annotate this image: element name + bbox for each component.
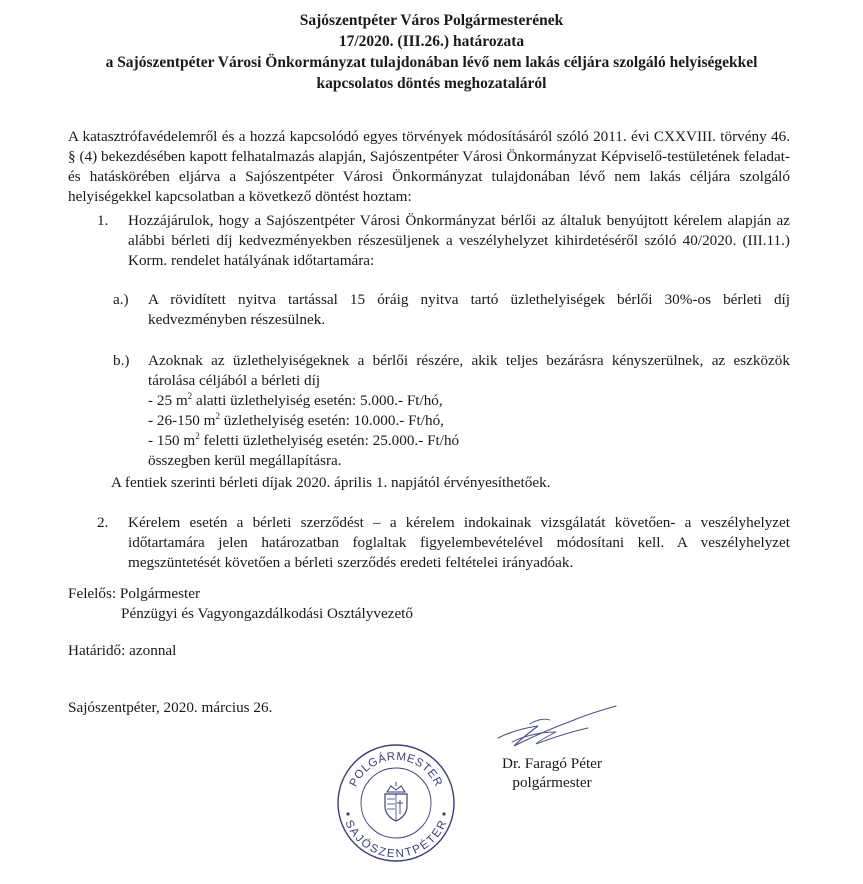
header-subject-line1: a Sajószentpéter Városi Önkormányzat tulajdonában lévő nem lakás céljára szolgáló helyiségekkel: [105, 54, 758, 71]
header-issuer: Sajószentpéter Város Polgármesterének: [299, 12, 564, 29]
sub-item-b-text: Azoknak az üzlethelyiségeknek a bérlői részére, akik teljes bezárásra kényszerülnek, az eszközök tárolása céljából a bérleti díj: [148, 352, 790, 389]
seal-dot-right: [442, 812, 445, 815]
fee-line-under-25: - 25 $m^2$ alatti üzlethelyiség esetén: 5.000.- Ft/hó,: [148, 391, 443, 409]
document-header: [0, 10, 863, 94]
seal-bottom-text: SAJÓSZENTPÉTER: [342, 818, 450, 861]
handwritten-signature: [490, 702, 620, 754]
item1-number: 1.: [97, 212, 109, 229]
responsible-line: Felelős: Polgármester: [68, 585, 201, 602]
item1-text: Hozzájárulok, hogy a Sajószentpéter Városi Önkormányzat bérlői az általuk benyújtott kérelem alapján az alábbi bérleti díj kedvezményekben részesüljenek a veszélyhelyzet kihirdetéséről szóló 40/2020. (III.11.) Korm. rendelet hatályának időtartamára:: [128, 212, 790, 269]
fee-list: [148, 391, 748, 471]
place-and-date: Sajószentpéter, 2020. március 26.: [68, 699, 273, 716]
coat-of-arms-icon: [385, 782, 407, 821]
header-resolution-number: 17/2020. (III.26.) határozata: [338, 33, 525, 50]
validity-statement: A fentiek szerinti bérleti díjak 2020. április 1. napjától érvényesíthetőek.: [111, 474, 551, 491]
header-subject-line2: kapcsolatos döntés meghozataláról: [316, 75, 547, 92]
sub-item-a-marker: a.): [113, 291, 129, 308]
seal-top-text: POLGÁRMESTER: [347, 750, 445, 789]
signatory-block: [477, 754, 627, 792]
official-seal-stamp: [335, 742, 457, 864]
signatory-name: Dr. Faragó Péter: [502, 755, 602, 772]
intro-paragraph: A katasztrófavédelemről és a hozzá kapcsolódó egyes törvények módosításáról szóló 2011. évi CXXVIII. törvény 46. § (4) bekezdésében kapott felhatalmazás alapján, Sajószentpéter Városi Önkormányzat Képviselő-testületének feladat- és hatáskörében eljárva a Sajószentpéter Városi Önkormányzat tulajdonában lévő nem lakás céljára szolgáló helyiségekkel kapcsolatban a következő döntést hoztam:: [68, 128, 790, 205]
item2-number: 2.: [97, 514, 109, 531]
fee-line-over-150: - 150 $m^2$ feletti üzlethelyiség esetén: 25.000.- Ft/hó: [148, 431, 460, 449]
seal-dot-left: [346, 812, 349, 815]
item2-text: Kérelem esetén a bérleti szerződést – a kérelem indokainak vizsgálatát követően- a veszélyhelyzet időtartamára jelen határozatban foglaltak figyelembevételével módosítani kell. A veszélyhelyzet megszüntetését követően a bérleti szerződés eredeti feltételei irányadóak.: [128, 514, 790, 571]
sub-item-a-text: A rövidített nyitva tartással 15 óráig nyitva tartó üzlethelyiségek bérlői 30%-os bérleti díj kedvezményben részesülnek.: [148, 291, 790, 328]
signatory-title: polgármester: [512, 774, 592, 791]
deadline-line: Határidő: azonnal: [68, 642, 177, 659]
responsible-department: Pénzügyi és Vagyongazdálkodási Osztályvezető: [121, 605, 413, 622]
sub-item-b-marker: b.): [113, 352, 130, 369]
fee-line-summary: összegben kerül megállapításra.: [148, 452, 342, 469]
fee-line-26-150: - 26-150 $m^2$ üzlethelyiség esetén: 10.000.- Ft/hó,: [148, 411, 444, 429]
